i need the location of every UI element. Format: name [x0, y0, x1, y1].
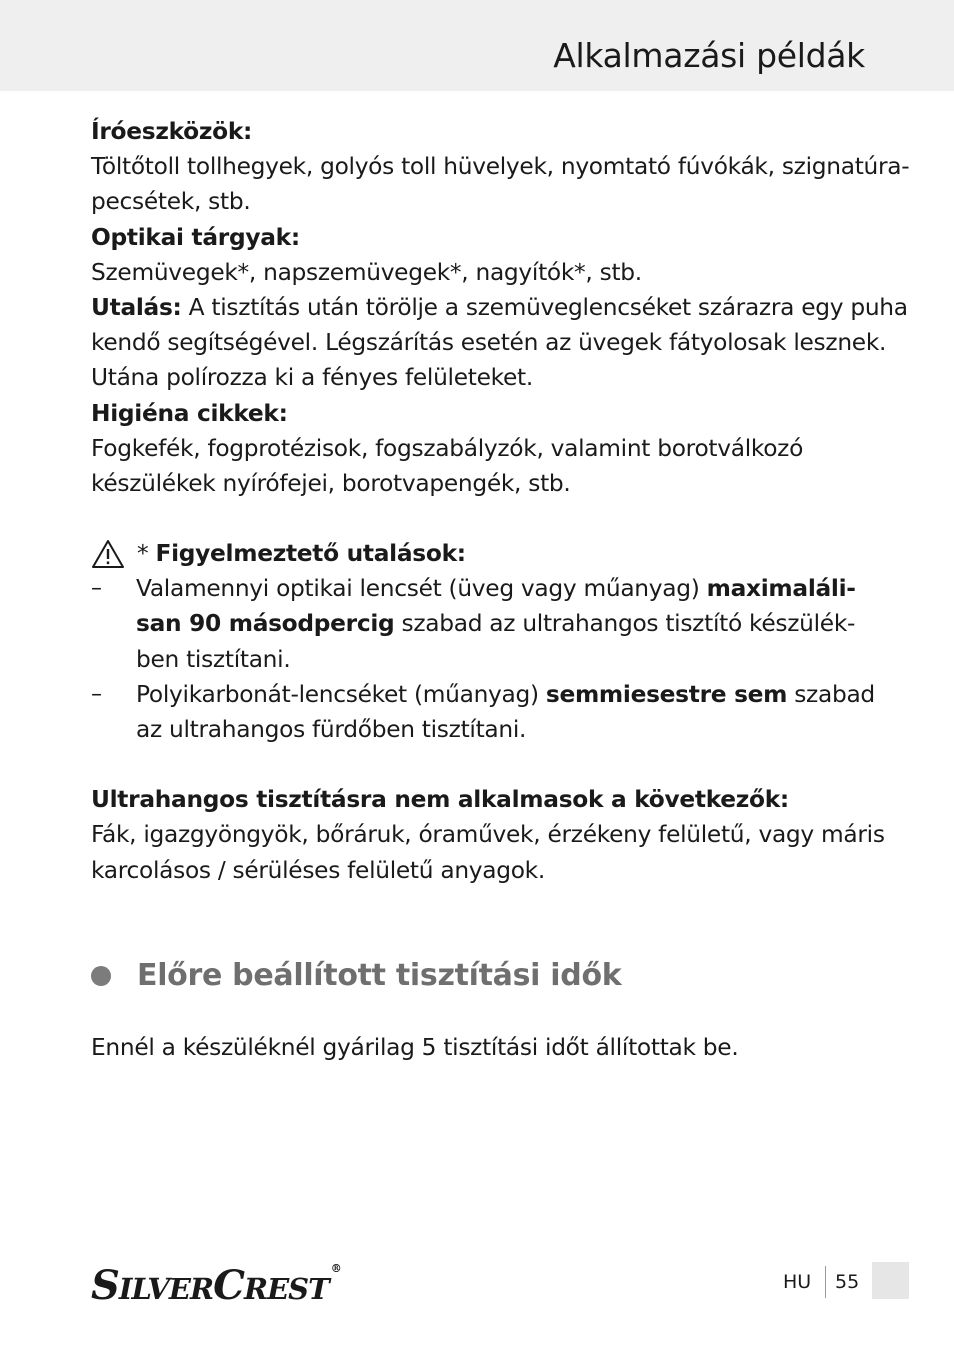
unsuitable-heading: Ultrahangos tisztításra nem alkalmasok a következők:	[91, 786, 789, 814]
preset-section-title: Előre beállított tisztítási idők	[137, 958, 622, 993]
preset-text: Ennél a készüléknél gyárilag 5 tisztítási időt állítottak be.	[91, 1034, 739, 1061]
unsuitable-line2: karcolásos / sérüléses felületű anyagok.	[91, 856, 545, 884]
spacer	[91, 747, 871, 782]
hygiene-heading: Higiéna cikkek:	[91, 399, 288, 427]
bullet-dot-icon	[91, 966, 111, 986]
warning-item-2-text: Polyikarbonát-lencséket (műanyag)	[136, 680, 546, 708]
dash-marker: –	[91, 681, 102, 707]
note-line1	[91, 290, 908, 325]
warning-item-2-line2: az ultrahangos fürdőben tisztítani.	[136, 716, 527, 743]
silvercrest-logo: SILVERCREST®	[91, 1262, 341, 1309]
hygiene-text-line2: készülékek nyírófejei, borotvapengék, stb.	[91, 469, 571, 497]
warning-item-1-line2	[91, 606, 871, 641]
warning-item-1-line1	[91, 571, 871, 606]
dash-marker: –	[91, 576, 102, 602]
footer-language: HU	[783, 1271, 812, 1293]
note-line2: kendő segítségével. Légszárítás esetén az üvegek fátyolosak lesznek.	[91, 329, 887, 357]
preset-section-heading	[91, 958, 621, 993]
page-title: Alkalmazási példák	[553, 36, 865, 75]
writing-text-line2: pecsétek, stb.	[91, 188, 251, 216]
spacer	[91, 501, 871, 536]
warning-triangle-icon	[91, 539, 125, 569]
warnings-asterisk: *	[137, 540, 156, 568]
warning-item-1-line3: ben tisztítani.	[136, 645, 291, 673]
warning-item-1-bold2: san 90 másodpercig	[136, 610, 395, 638]
hygiene-text-line1: Fogkefék, fogprotézisok, fogszabályzók, valamint borotválkozó	[91, 434, 804, 462]
warning-item-2-bold: semmiesestre sem	[545, 680, 788, 708]
optical-text-line1: Szemüvegek*, napszemüvegek*, nagyítók*, stb.	[91, 258, 642, 286]
note-text-1: A tisztítás után törölje a szemüveglencséket szárazra egy puha	[181, 293, 908, 321]
warning-item-2-text-post: szabad	[787, 680, 875, 708]
warning-item-2-line1	[91, 677, 875, 712]
warning-item-1-bold: maximaláli-	[706, 575, 856, 603]
optical-heading: Optikai tárgyak:	[91, 223, 300, 251]
writing-text-line1: Töltőtoll tollhegyek, golyós toll hüvelyek, nyomtató fúvókák, szignatúra-	[91, 153, 910, 181]
footer-tab-box	[872, 1262, 909, 1299]
note-line3: Utána polírozza ki a fényes felületeket.	[91, 364, 533, 392]
main-content	[91, 114, 910, 888]
footer-divider	[825, 1266, 826, 1298]
warnings-heading: Figyelmeztető utalások:	[155, 540, 466, 568]
warning-item-1-text2: szabad az ultrahangos tisztító készülék-	[394, 610, 856, 638]
header-bar	[0, 0, 954, 91]
unsuitable-line1: Fák, igazgyöngyök, bőráruk, óraművek, érzékeny felületű, vagy máris	[91, 821, 885, 849]
writing-heading: Íróeszközök:	[91, 118, 253, 145]
warnings-heading-row	[91, 536, 871, 571]
page-number: 55	[835, 1271, 860, 1293]
warning-item-1-text: Valamennyi optikai lencsét (üveg vagy műanyag)	[136, 575, 707, 603]
note-label: Utalás:	[91, 293, 182, 321]
